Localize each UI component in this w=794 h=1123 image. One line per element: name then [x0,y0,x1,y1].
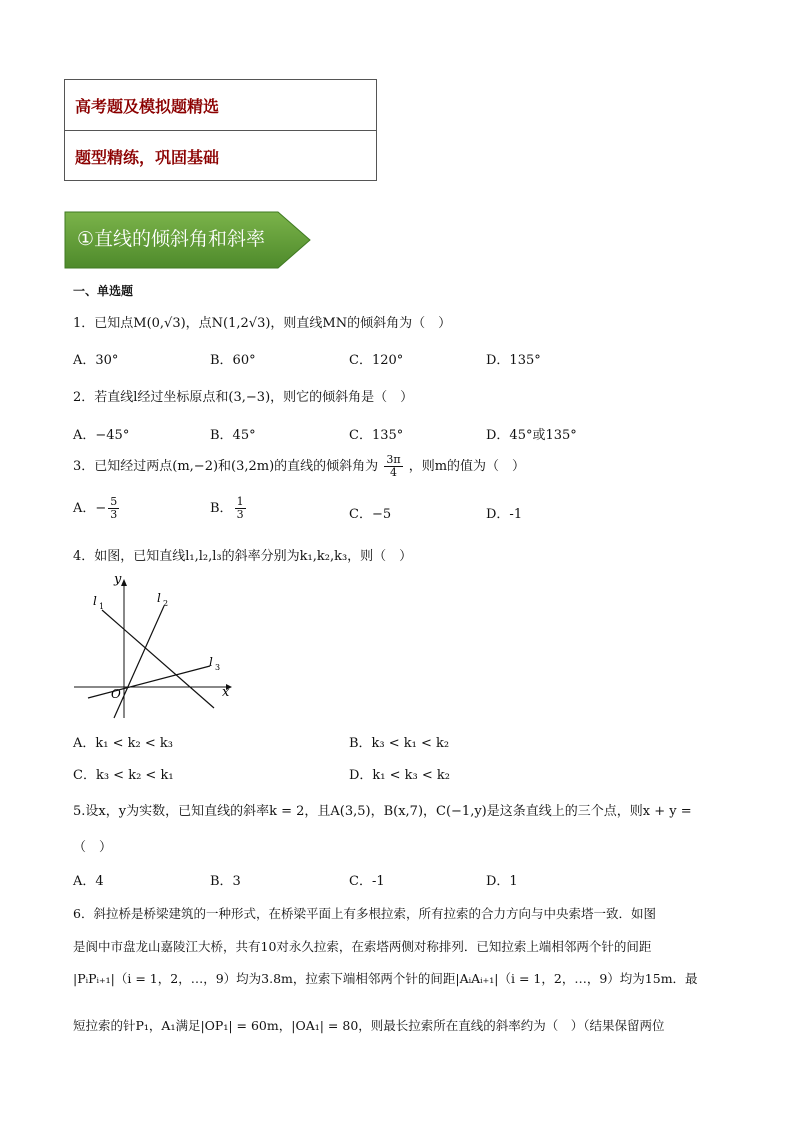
q4-option-c: C．k₃ < k₂ < k₁ [73,768,174,783]
question-1: 1．已知点M(0,√3)，点N(1,2√3)，则直线MN的倾斜角为（ ） [73,316,452,331]
header-subtitle: 题型精练，巩固基础 [65,130,376,181]
question-6-line-1: 6．斜拉桥是桥梁建筑的一种形式，在桥梁平面上有多根拉索，所有拉索的合力方向与中央索塔一致．如图 [73,906,656,921]
q3-option-a-num: 5 [110,495,118,508]
q3-option-b [210,496,248,521]
q2-option-d: D．45°或135° [486,428,577,443]
banner-title: ①直线的倾斜角和斜率 [77,228,266,250]
q3-option-b-frac [235,496,246,521]
q2-option-a: A．−45° [73,428,130,443]
question-6-line-4: 短拉索的针P₁，A₁满足|OP₁| = 60m，|OA₁| = 80，则最长拉索所在直线的斜率约为（ ）（结果保留两位 [73,1018,665,1033]
q1-option-a: A．30° [73,353,119,368]
q1-option-b: B．60° [210,353,256,368]
q3-option-a-den: 3 [110,508,118,521]
q4-option-b: B．k₃ < k₁ < k₂ [349,736,450,751]
line-l2 [114,606,164,718]
question-6-line-2: 是阆中市盘龙山嘉陵江大桥，共有10对永久拉索，在索塔两侧对称排列．已知拉索上端相邻两个针的间距 [73,939,652,954]
y-axis-arrow [121,579,127,586]
fig-label-l3: l [209,655,213,669]
q3-text-after: ，则m的值为（ ） [408,459,526,474]
q2-option-c: C．135° [349,428,404,443]
q5-option-c: C．-1 [349,874,385,889]
q2-option-b: B．45° [210,428,256,443]
q3-frac-den: 4 [389,466,397,479]
q3-option-a-label: A．− [73,501,107,516]
header-box [64,79,377,181]
header-title: 高考题及模拟题精选 [75,96,220,116]
q4-figure [66,570,242,722]
q3-fraction [384,454,402,479]
q3-option-a [73,496,121,521]
section-heading: 一、单选题 [73,284,134,298]
question-2: 2．若直线l经过坐标原点和(3,−3)，则它的倾斜角是（ ） [73,390,414,405]
q3-option-b-num: 1 [236,495,244,508]
question-5: 5.设x，y为实数，已知直线的斜率k = 2，且A(3,5)，B(x,7)，C(−1,y)是这条直线上的三个点，则x + y = [73,804,692,819]
q3-option-d: D．-1 [486,507,523,522]
q3-option-a-frac [108,496,119,521]
q1-option-d: D．135° [486,353,541,368]
q5-option-d: D．1 [486,874,518,889]
fig-label-l1: l [93,594,97,608]
q5-option-a: A．4 [73,874,104,889]
q4-option-d: D．k₁ < k₃ < k₂ [349,768,451,783]
q4-option-a: A．k₁ < k₂ < k₃ [73,736,173,751]
fig-label-l2-sub: 2 [163,599,169,608]
question-5-cont: （ ） [73,840,113,855]
section-banner [63,210,313,274]
question-3 [73,454,525,479]
q1-option-c: C．120° [349,353,404,368]
fig-label-l3-sub: 3 [215,663,221,672]
q3-frac-num: 3π [386,453,401,466]
q3-option-b-den: 3 [236,508,244,521]
line-l3 [88,666,210,698]
fig-label-origin: O [111,687,121,701]
q3-text-before: 3．已知经过两点(m,−2)和(3,2m)的直线的倾斜角为 [73,459,379,474]
fig-label-l1-sub: 1 [99,602,105,611]
q3-option-c: C．−5 [349,507,392,522]
fig-label-y: y [114,572,122,587]
q3-option-b-label: B． [210,501,233,516]
fig-label-l2: l [157,591,161,605]
question-4: 4．如图，已知直线l₁,l₂,l₃的斜率分别为k₁,k₂,k₃，则（ ） [73,549,413,564]
fig-label-x: x [222,685,230,700]
question-6-line-3: |PᵢPᵢ₊₁|（i = 1，2，…，9）均为3.8m，拉索下端相邻两个针的间距|AᵢAᵢ₊₁|（i = 1，2，…，9）均为15m．最 [73,971,698,986]
q5-option-b: B．3 [210,874,241,889]
